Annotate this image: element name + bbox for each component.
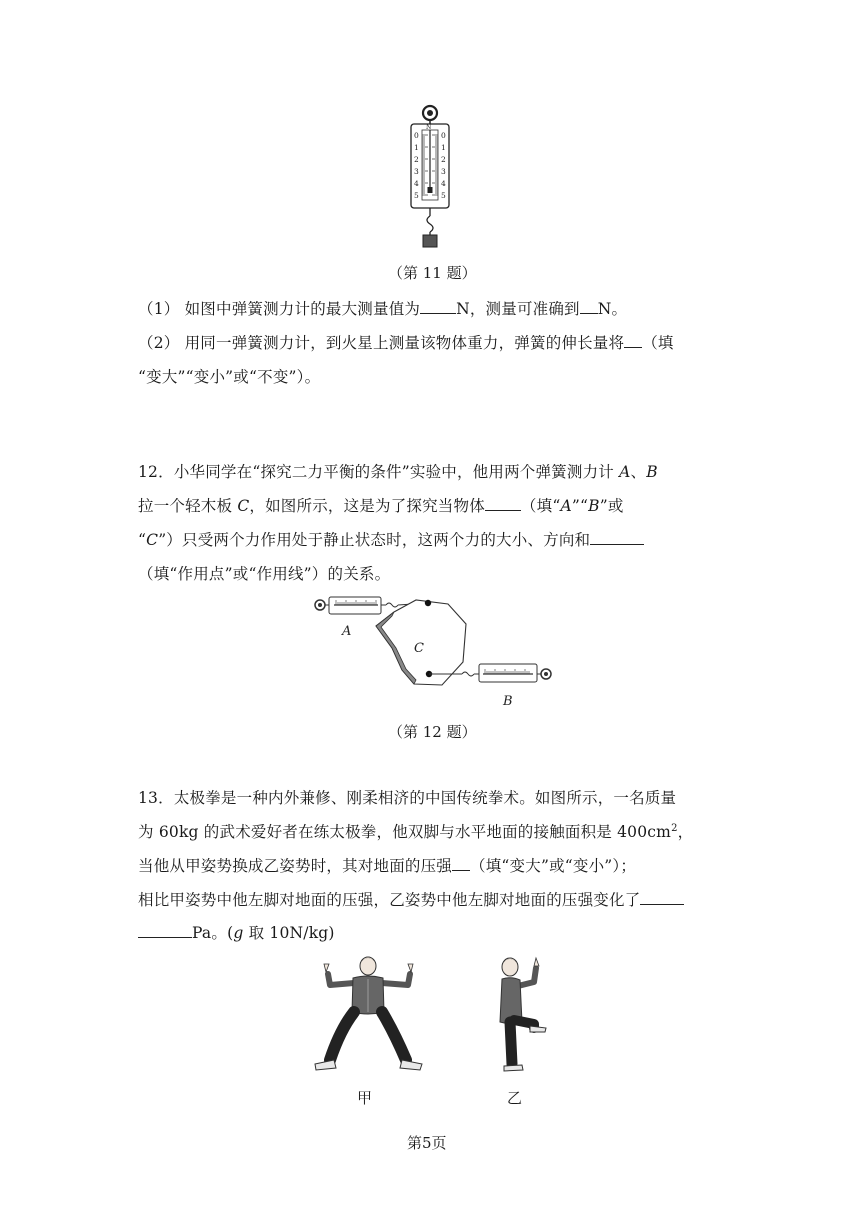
text: （填“	[520, 497, 561, 515]
question-13-line-5	[138, 921, 335, 943]
variable: C	[237, 497, 250, 515]
question-11-part-2-cont	[138, 365, 320, 387]
answer-blank[interactable]	[624, 332, 642, 349]
figure-caption: （第 12 题）	[388, 723, 477, 741]
tick-label-right: 4	[441, 179, 446, 188]
tick-label-left: 1	[414, 143, 419, 152]
text: N，测量可准确到	[456, 300, 580, 318]
tick-label-left: 2	[414, 155, 419, 164]
text: N。	[597, 300, 628, 318]
spring-scale-figure	[405, 100, 455, 250]
text: （填“作用点”或“作用线”）的关系。	[138, 565, 391, 583]
two-force-balance-figure	[310, 588, 555, 710]
answer-blank[interactable]	[138, 922, 192, 939]
answer-blank[interactable]	[452, 855, 470, 872]
weight-block	[423, 235, 437, 247]
text: ，	[677, 823, 694, 841]
tick-label-right: 0	[441, 131, 446, 140]
text: 、	[630, 463, 647, 481]
tick-label-left: 0	[414, 131, 419, 140]
spring-scale-a	[315, 597, 398, 614]
text: 13．太极拳是一种内外兼修、刚柔相济的中国传统拳术。如图所示，一名质量	[138, 789, 677, 807]
tai-chi-pose-yi	[490, 952, 560, 1077]
answer-blank[interactable]	[420, 298, 456, 315]
text: “变大”“变小”或“不变”）。	[138, 368, 321, 386]
text: 当他从甲姿势换成乙姿势时，其对地面的压强	[138, 857, 453, 875]
text: （1） 如图中弹簧测力计的最大测量值为	[138, 300, 421, 318]
text: （填	[642, 334, 674, 352]
question-11-part-1	[138, 297, 627, 319]
question-12-line-4	[138, 562, 390, 584]
text: （2） 用同一弹簧测力计，到火星上测量该物体重力，弹簧的伸长量将	[138, 334, 625, 352]
tick-label-right: 5	[441, 191, 446, 200]
pose-label-yi: 乙	[507, 1089, 523, 1107]
text: ，如图所示，这是为了探究当物体	[249, 497, 485, 515]
label-a: A	[342, 624, 352, 639]
question-12-line-3	[138, 528, 644, 550]
tai-chi-pose-jia	[310, 952, 430, 1077]
text: ”或	[599, 497, 624, 515]
text: 为 60kg 的武术爱好者在练太极拳，他双脚与水平地面的接触面积是 400cm	[138, 823, 672, 841]
question-13-line-2	[138, 820, 693, 842]
superscript: 2	[671, 822, 678, 834]
text: Pa。(	[192, 924, 234, 942]
tick-label-right: 3	[441, 167, 446, 176]
label-c: C	[414, 641, 424, 656]
text: ”“	[571, 497, 589, 515]
variable: B	[588, 497, 600, 515]
answer-blank[interactable]	[485, 495, 521, 512]
question-13-line-4	[138, 888, 684, 910]
text: 取 10N/kg)	[243, 924, 335, 942]
variable: A	[619, 463, 631, 481]
page-number: 第5页	[407, 1134, 447, 1152]
question-11-part-2	[138, 331, 674, 353]
text: 拉一个轻木板	[138, 497, 233, 515]
unit-label: N	[426, 124, 432, 131]
text: 相比甲姿势中他左脚对地面的压强，乙姿势中他左脚对地面的压强变化了	[138, 891, 641, 909]
text: （填“变大”或“变小”）；	[470, 857, 637, 875]
variable: C	[146, 531, 159, 549]
question-13-line-3	[138, 854, 636, 876]
spring-scale-b	[462, 664, 551, 682]
question-12-line-2	[138, 494, 624, 516]
tick-label-right: 1	[441, 143, 446, 152]
answer-blank[interactable]	[590, 529, 644, 546]
tick-label-right: 2	[441, 155, 446, 164]
pose-label-jia: 甲	[357, 1089, 373, 1107]
tick-label-left: 5	[414, 191, 419, 200]
variable: B	[646, 463, 658, 481]
variable: g	[233, 924, 244, 942]
question-13-line-1	[138, 786, 676, 808]
text: ”）只受两个力作用处于静止状态时，这两个力的大小、方向和	[158, 531, 591, 549]
text: 12．小华同学在“探究二力平衡的条件”实验中，他用两个弹簧测力计	[138, 463, 614, 481]
text: “	[138, 531, 147, 549]
tick-label-left: 4	[414, 179, 419, 188]
label-b: B	[503, 694, 513, 709]
figure-caption: （第 11 题）	[388, 264, 477, 282]
tick-label-left: 3	[414, 167, 419, 176]
answer-blank[interactable]	[580, 298, 598, 315]
variable: A	[560, 497, 572, 515]
answer-blank[interactable]	[640, 889, 684, 906]
question-12-line-1	[138, 460, 658, 482]
